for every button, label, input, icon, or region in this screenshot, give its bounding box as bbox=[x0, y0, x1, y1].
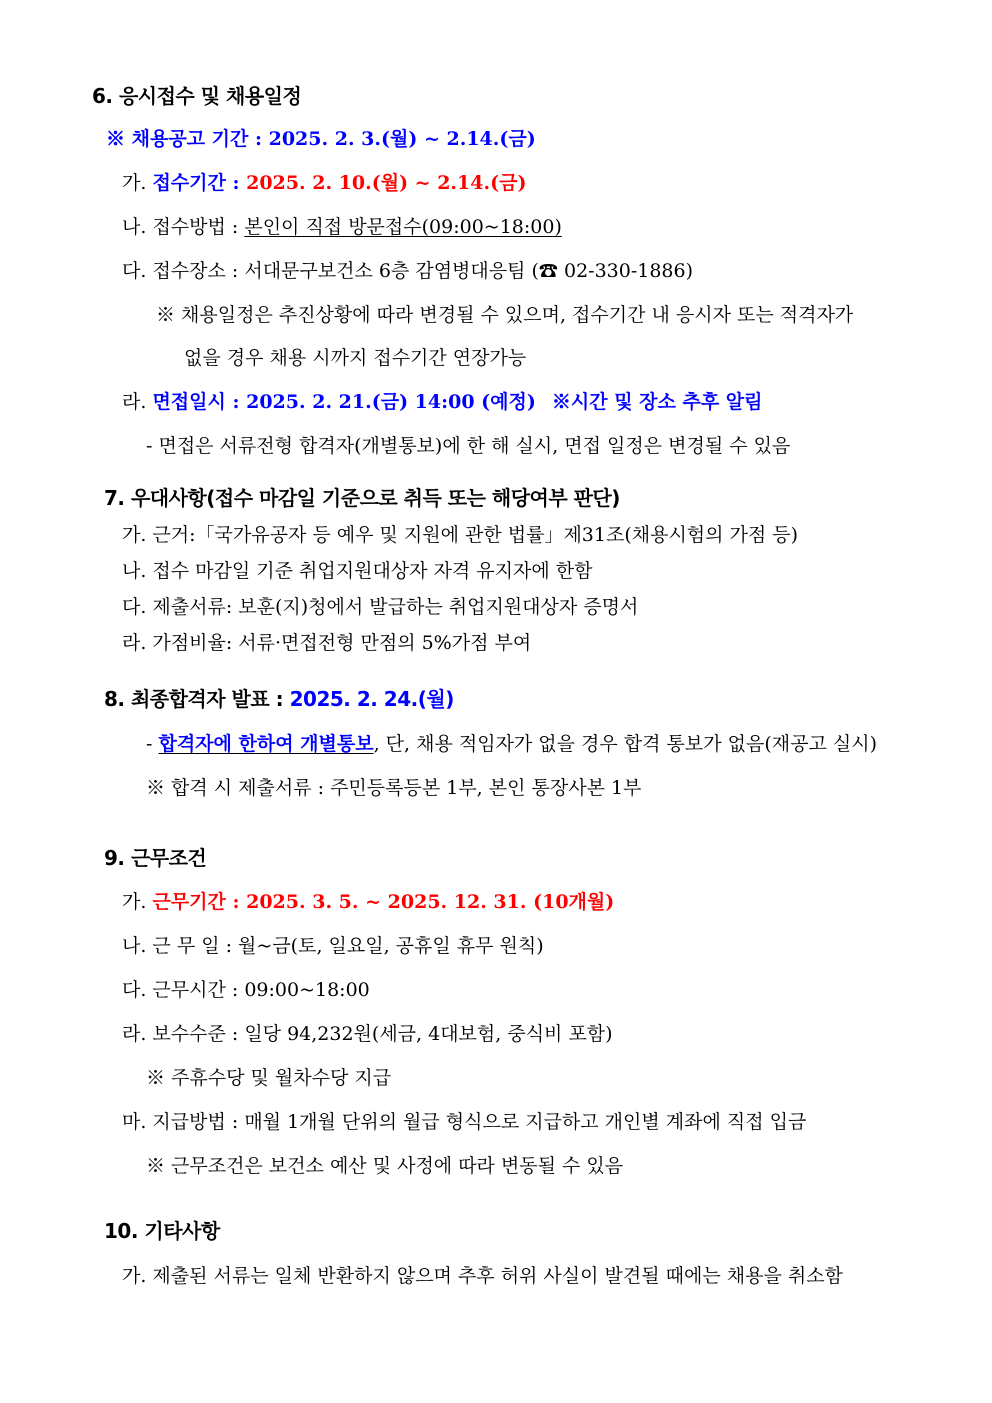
required-documents: ※ 합격 시 제출서류 : 주민등록등본 1부, 본인 통장사본 1부 bbox=[146, 777, 642, 799]
recruitment-notice-period bbox=[106, 127, 536, 151]
notice-label: 채용공고 기간 : bbox=[131, 128, 269, 150]
announcement-date: 2025. 2. 24.(월) bbox=[289, 687, 454, 711]
work-period bbox=[122, 890, 614, 914]
item-value: 2025. 3. 5. ~ 2025. 12. 31. (10개월) bbox=[246, 891, 615, 913]
interview-extra-note: ※시간 및 장소 추후 알림 bbox=[551, 391, 763, 413]
notice-value: 2025. 2. 3.(월) ~ 2.14.(금) bbox=[268, 128, 536, 150]
schedule-note-line-1: ※ 채용일정은 추진상황에 따라 변경될 수 있으며, 접수기간 내 응시자 또는 적격자가 bbox=[156, 304, 854, 326]
item-marker: 가. bbox=[122, 891, 153, 913]
allowance-note: ※ 주휴수당 및 월차수당 지급 bbox=[146, 1067, 392, 1089]
application-period bbox=[122, 171, 526, 195]
item-label: 근무기간 : bbox=[152, 891, 247, 913]
section-7-heading: 7. 우대사항(접수 마감일 기준으로 취득 또는 해당여부 판단) bbox=[104, 486, 620, 510]
item-value: 2025. 2. 10.(월) ~ 2.14.(금) bbox=[246, 172, 527, 194]
preference-item: 라. 가점비율: 서류·면접전형 만점의 5%가점 부여 bbox=[122, 632, 532, 654]
schedule-note-line-2: 없을 경우 채용 시까지 접수기간 연장가능 bbox=[184, 347, 527, 369]
section-8-heading bbox=[104, 687, 454, 711]
application-method bbox=[122, 215, 562, 239]
dash: - bbox=[146, 733, 159, 755]
item-label: 접수방법 : bbox=[152, 216, 245, 238]
interview-note: - 면접은 서류전형 합격자(개별통보)에 한 해 실시, 면접 일정은 변경될 수 있음 bbox=[146, 435, 791, 457]
item-marker: 다. bbox=[122, 260, 153, 282]
item-value: 본인이 직접 방문접수(09:00~18:00) bbox=[244, 216, 562, 238]
preference-item: 나. 접수 마감일 기준 취업지원대상자 자격 유지자에 한함 bbox=[122, 560, 593, 582]
section-10-heading: 10. 기타사항 bbox=[104, 1219, 220, 1243]
item-value: 서대문구보건소 6층 감염병대응팀 ( bbox=[244, 260, 539, 282]
item-marker: 라. bbox=[122, 391, 153, 413]
preference-item: 다. 제출서류: 보훈(지)청에서 발급하는 취업지원대상자 증명서 bbox=[122, 596, 639, 618]
other-item: 가. 제출된 서류는 일체 반환하지 않으며 추후 허위 사실이 발견될 때에는 채용을 취소함 bbox=[122, 1265, 843, 1287]
payment-method: 마. 지급방법 : 매월 1개월 단위의 월급 형식으로 지급하고 개인별 계좌에 직접 입금 bbox=[122, 1111, 807, 1133]
notification-highlight: 합격자에 한하여 개별통보 bbox=[158, 733, 374, 755]
work-hours: 다. 근무시간 : 09:00~18:00 bbox=[122, 979, 370, 1001]
work-days: 나. 근 무 일 : 월~금(토, 일요일, 공휴일 휴무 원칙) bbox=[122, 935, 544, 957]
item-label: 접수장소 : bbox=[152, 260, 245, 282]
heading-label: 8. 최종합격자 발표 : bbox=[104, 687, 290, 711]
item-label: 면접일시 : bbox=[152, 391, 247, 413]
pay-level: 라. 보수수준 : 일당 94,232원(세금, 4대보험, 중식비 포함) bbox=[122, 1023, 613, 1045]
item-label: 접수기간 : bbox=[152, 172, 247, 194]
phone-number: 02-330-1886) bbox=[557, 260, 694, 282]
interview-datetime bbox=[122, 390, 763, 414]
preference-item: 가. 근거:「국가유공자 등 예우 및 지원에 관한 법률」제31조(채용시험의 가점 등) bbox=[122, 524, 799, 546]
item-marker: 나. bbox=[122, 216, 153, 238]
reference-mark: ※ bbox=[106, 128, 132, 150]
conditions-note: ※ 근무조건은 보건소 예산 및 사정에 따라 변동될 수 있음 bbox=[146, 1155, 624, 1177]
notification-note bbox=[146, 732, 877, 756]
section-9-heading: 9. 근무조건 bbox=[104, 846, 207, 870]
item-value: 2025. 2. 21.(금) 14:00 (예정) bbox=[246, 391, 536, 413]
section-6-heading: 6. 응시접수 및 채용일정 bbox=[92, 84, 302, 108]
notification-rest: , 단, 채용 적임자가 없을 경우 합격 통보가 없음(재공고 실시) bbox=[373, 733, 877, 755]
item-marker: 가. bbox=[122, 172, 153, 194]
phone-icon: ☎ bbox=[538, 260, 558, 282]
application-place bbox=[122, 259, 693, 283]
